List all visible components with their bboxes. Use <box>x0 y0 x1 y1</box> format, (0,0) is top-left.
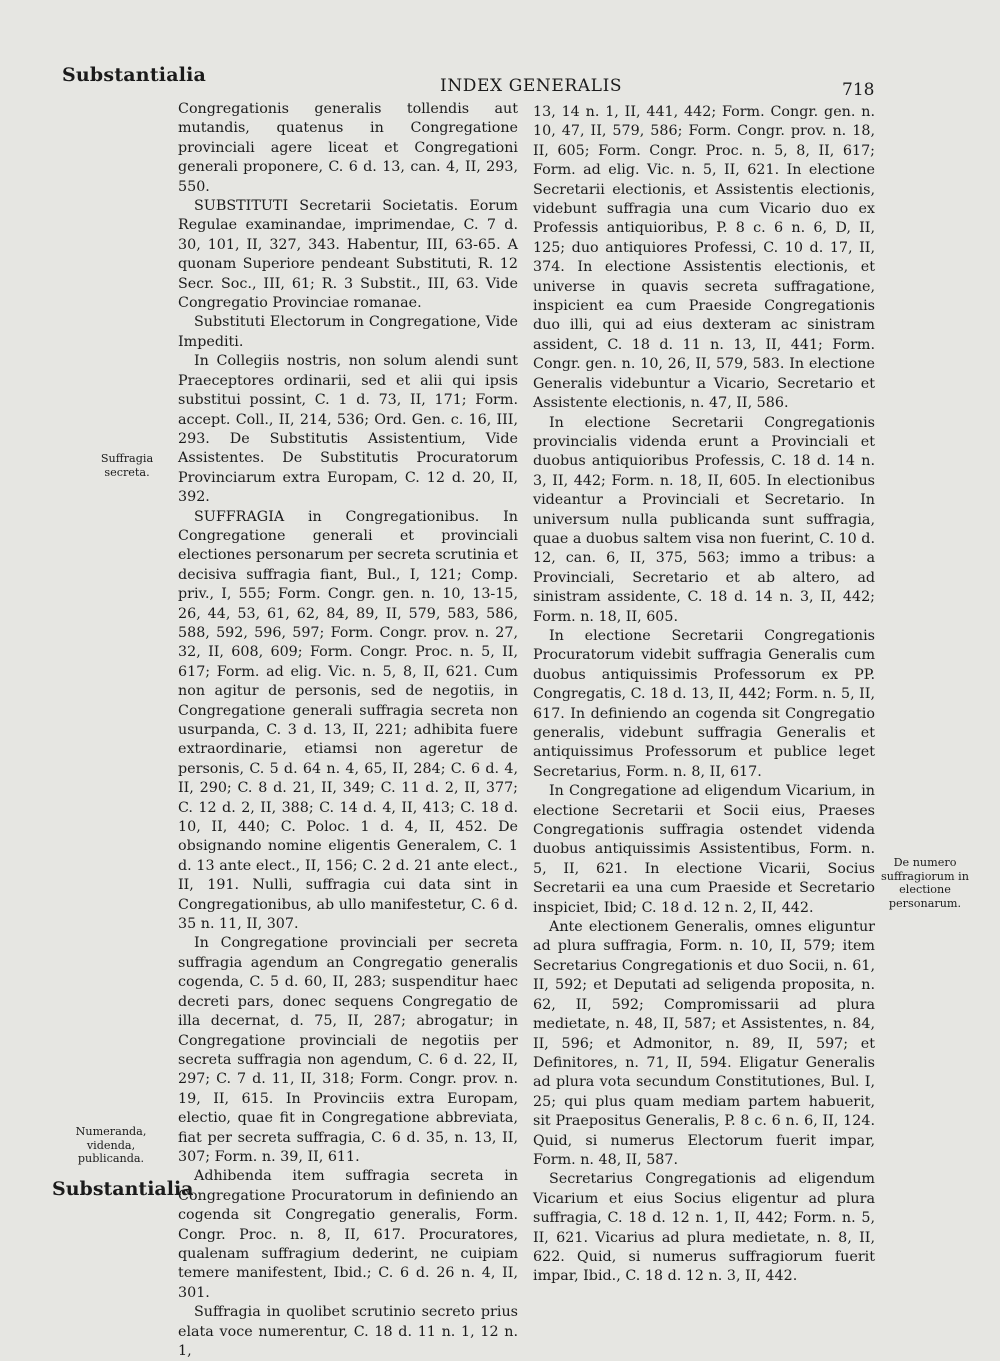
left-column <box>178 100 518 1361</box>
paragraph: 13, 14 n. 1, II, 441, 442; Form. Congr. gen. n. 10, 47, II, 579, 586; Form. Congr. prov. n. 18, II, 605; Form. Congr. Proc. n. 5, 8, II, 617; Form. ad elig. Vic. n. 5, II, 621. In electione Secretarii electionis, et Assistentis electionis, videbunt suffragia una cum Vicario duo ex Professis antiquioribus, P. 8 c. 6 n. 6, D, II, 125; duo antiquiores Professi, C. 10 d. 17, II, 374. In electione Assistentis electionis, et universe in quavis secreta suffragatione, inspicient ea cum Praeside Congregationis duo illi, qui ad eius dexteram ac sinistram assident, C. 18 d. 11 n. 13, II, 441; Form. Congr. gen. n. 10, 26, II, 579, 583. In electione Generalis videbuntur a Vicario, Secretario et Assistente electionis, n. 47, II, 586. <box>533 104 875 412</box>
paragraph: In Congregatione ad eligendum Vicarium, in electione Secretarii et Socii eius, Praeses Congregationis suffragia ostendet videnda duobus antiquissimis Assistentibus, Form. n. 5, II, 621. In electione Vicarii, Socius Secretarii ea una cum Praeside et Secretario inspiciet, Ibid; C. 18 d. 12 n. 2, II, 442. <box>533 783 875 916</box>
margin-note-numeranda: Numeranda, videnda, publicanda. <box>75 1125 147 1165</box>
paragraph: In electione Secretarii Congregationis provincialis videnda erunt a Provinciali et duobus antiquioribus Professis, C. 18 d. 14 n. 3, II, 442; Form. n. 18, II, 605. In electionibus videantur a Provinciali et Secretario. In universum nulla publicanda sunt suffragia, quae a duobus saltem visa non fuerint, C. 10 d. 12, can. 6, II, 375, 563; immo a tribus: a Provinciali, Secretario et ab altero, ad sinistram assidente, C. 18 d. 14 n. 3, II, 442; Form. n. 18, II, 605. <box>533 414 875 625</box>
page-title: INDEX GENERALIS <box>440 76 623 96</box>
paragraph: Suffragia in quolibet scrutinio secreto prius elata voce numerentur, C. 18 d. 11 n. 1, 12 n. 1, <box>178 1304 518 1359</box>
paragraph: Ante electionem Generalis, omnes eliguntur ad plura suffragia, Form. n. 10, II, 579; item Secretarius Congregationis et duo Socii, n. 61, II, 592; et Deputati ad seligenda proposita, n. 62, II, 592; Compromissarii ad plura medietate, n. 48, II, 587; et Assistentes, n. 84, II, 596; et Admonitor, n. 89, II, 597; et Definitores, n. 71, II, 594. Eligatur Generalis ad plura vota secundum Constitutiones, Bul. I, 25; qui plus quam mediam partem habuerit, sit Praepositus Generalis, P. 8 c. 6 n. 6, II, 124. Quid, si numerus Electorum fuerit impar, Form. n. 48, II, 587. <box>533 919 875 1168</box>
right-column <box>533 103 875 1287</box>
paragraph: In electione Secretarii Congregationis Procuratorum videbit suffragia Generalis cum duobus antiquissimis Professorum ex PP. Congregatis, C. 18 d. 13, II, 442; Form. n. 5, II, 617. In definiendo an cogenda sit Congregatio generalis, videbunt suffragia Generalis et antiquissimus Professorum et publice leget Secretarius, Form. n. 8, II, 617. <box>533 627 875 780</box>
paragraph: SUBSTITUTI Secretarii Societatis. Eorum Regulae examinandae, imprimendae, C. 7 d. 30, 101, II, 327, 343. Habentur, III, 63-65. A quonam Superiore pendeant Substituti, R. 12 Secr. Soc., III, 61; R. 3 Substit., III, 63. Vide Congregatio Provinciae romanae. <box>178 198 518 312</box>
paragraph: SUFFRAGIA in Congregationibus. In Congregatione generali et provinciali electiones personarum per secreta scrutinia et decisiva suffragia fiant, Bul., I, 121; Comp. priv., I, 555; Form. Congr. gen. n. 10, 13-15, 26, 44, 53, 61, 62, 84, 89, II, 579, 583, 586, 588, 592, 596, 597; Form. Congr. prov. n. 27, 32, II, 608, 609; Form. Congr. Proc. n. 5, II, 617; Form. ad elig. Vic. n. 5, 8, II, 621. Cum non agitur de personis, sed de negotiis, in Congregatione generali suffragia secreta non usurpanda, C. 3 d. 13, II, 221; adhibita fuere extraordinarie, etiamsi non ageretur de personis, C. 5 d. 64 n. 4, 65, II, 284; C. 6 d. 4, II, 290; C. 8 d. 21, II, 349; C. 11 d. 2, II, 377; C. 12 d. 2, II, 388; C. 14 d. 4, II, 413; C. 18 d. 10, II, 440; C. Poloc. 1 d. 4, II, 452. De obsignando nomine eligentis Generalem, C. 1 d. 13 ante elect., II, 156; C. 2 d. 21 ante elect., II, 191. Nulli, suffragia cui data sint in Congregationibus, ab ullo manifestetur, C. 6 d. 35 n. 11, II, 307. <box>178 508 518 933</box>
paragraph: In Collegiis nostris, non solum alendi sunt Praeceptores ordinarii, sed et alii qui ipsis substitui possint, C. 1 d. 73, II, 171; Form. accept. Coll., II, 214, 536; Ord. Gen. c. 16, III, 293. De Substitutis Assistentium, Vide Assistentes. De Substitutis Procuratorum Provinciarum extra Europam, C. 12 d. 20, II, 392. <box>178 353 518 506</box>
page-number: 718 <box>842 80 875 100</box>
margin-note-de-numero: De numero suffragiorum in electione personarum. <box>881 856 969 910</box>
running-head-left: Substantialia <box>62 64 207 86</box>
paragraph: Adhibenda item suffragia secreta in Congregatione Procuratorum in definiendo an cogenda sit Congregatio generalis, Form. Congr. Proc. n. 8, II, 617. Procuratores, qualenam suffragium dederint, ne cuipiam temere manifestent, Ibid.; C. 6 d. 26 n. 4, II, 301. <box>178 1168 518 1301</box>
paragraph: Substituti Electorum in Congregatione, Vide Impediti. <box>178 314 518 350</box>
paragraph: Congregationis generalis tollendis aut mutandis, quatenus in Congregatione provinciali agere liceat et Congregationi generali proponere, C. 6 d. 13, can. 4, II, 293, 550. <box>178 101 518 195</box>
paragraph: In Congregatione provinciali per secreta suffragia agendum an Congregatio generalis cogenda, C. 5 d. 60, II, 283; suspenditur haec decreti pars, donec sequens Congregatio de illa decernat, d. 75, II, 287; abrogatur; in Congregatione provinciali de negotiis per secreta suffragia non agendum, C. 6 d. 22, II, 297; C. 7 d. 11, II, 318; Form. Congr. prov. n. 19, II, 615. In Provinciis extra Europam, electio, quae fit in Congregatione abbreviata, fiat per secreta suffragia, C. 6 d. 35, n. 13, II, 307; Form. n. 39, II, 611. <box>178 935 518 1165</box>
margin-note-suffragia-secreta: Suffragia secreta. <box>100 452 154 479</box>
running-foot-left: Substantialia <box>52 1178 194 1200</box>
paragraph: Secretarius Congregationis ad eligendum Vicarium et eius Socius eligentur ad plura suffragia, C. 18 d. 12 n. 1, II, 442; Form. n. 5, II, 621. Vicarius ad plura medietate, n. 8, II, 622. Quid, si numerus suffragiorum fuerit impar, Ibid., C. 18 d. 12 n. 3, II, 442. <box>533 1171 875 1285</box>
